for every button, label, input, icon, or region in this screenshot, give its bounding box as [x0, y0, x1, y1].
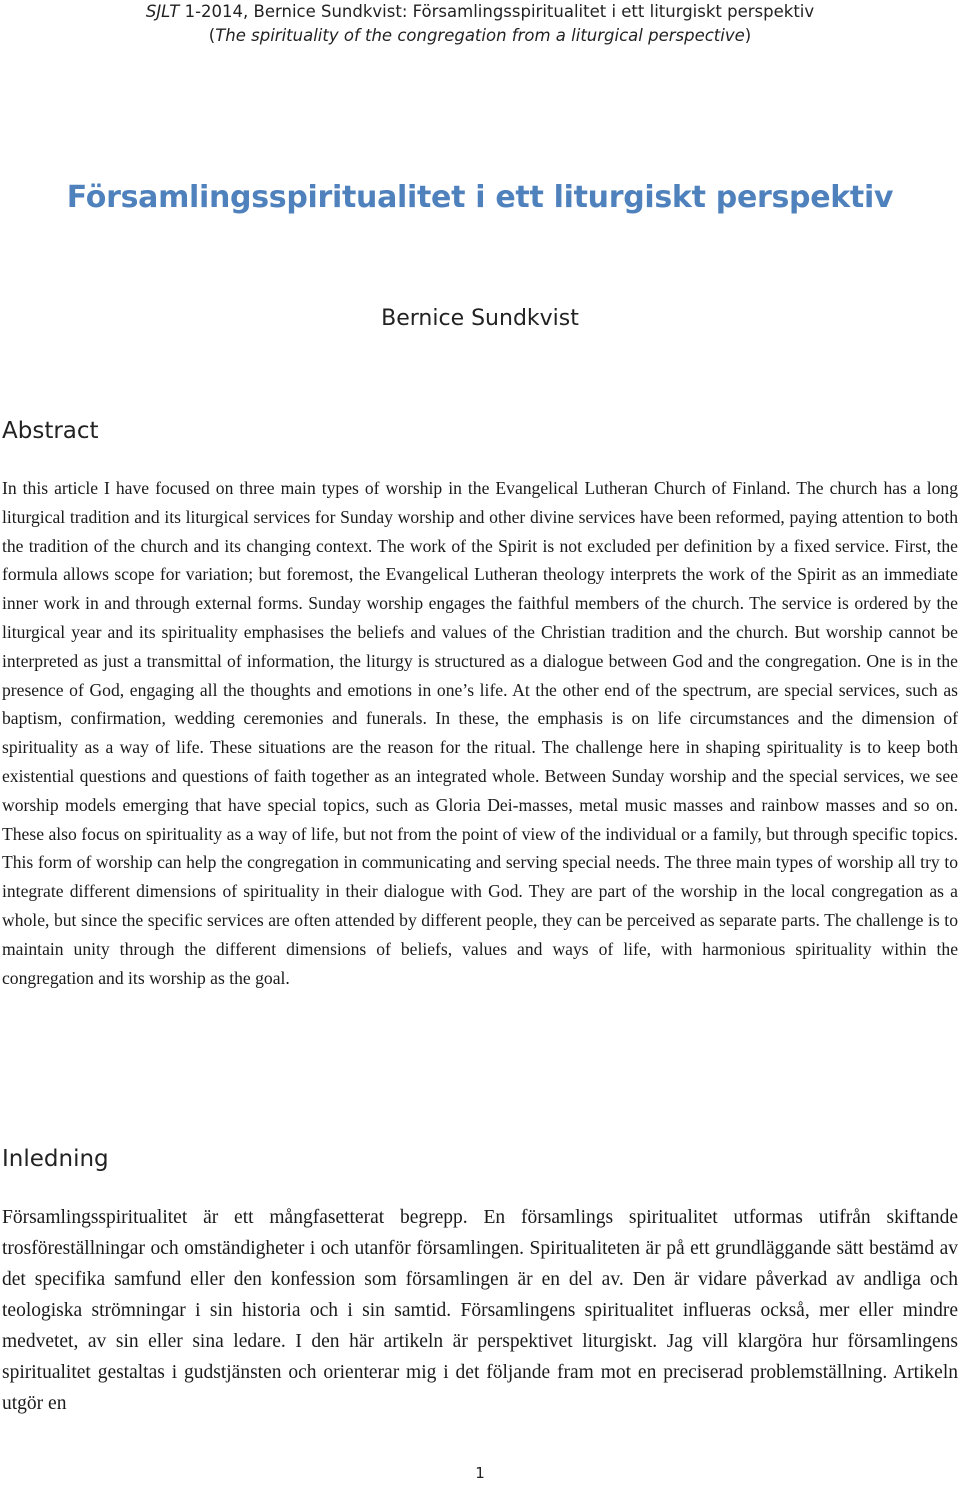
- running-header: [0, 0, 960, 48]
- introduction-heading: Inledning: [2, 1146, 109, 1172]
- page-number: 1: [475, 1464, 485, 1482]
- paren-close: ): [744, 26, 752, 45]
- introduction-body: Församlingsspiritualitet är ett mångfasetterat begrepp. En församlings spiritualitet utformas utifrån skiftande trosföreställningar och omständigheter i och utanför församlingen. Spiritualiteten är på ett grundläggande sätt bestämd av det specifika samfund eller den konfession som församlingen är en del av. Den är vidare påverkad av andliga och teologiska strömningar i sin historia och i sin samtid. Församlingens spiritualitet influeras också, mer eller mindre medvetet, av sin eller sina ledare. I den här artikeln är perspektivet liturgiskt. Jag vill klargöra hur församlingens spiritualitet gestaltas i gudstjänsten och orienterar mig i det följande fram mot en preciserad problemställning. Artikeln utgör en: [2, 1207, 958, 1414]
- english-title: The spirituality of the congregation from a liturgical perspective: [215, 26, 745, 45]
- abstract-heading: Abstract: [2, 418, 99, 444]
- paren-open: (: [208, 26, 216, 45]
- article-author: Bernice Sundkvist: [381, 306, 579, 331]
- journal-abbreviation: SJLT: [145, 2, 180, 21]
- article-title: Församlingsspiritualitet i ett liturgiskt perspektiv: [66, 180, 894, 215]
- running-header-citation: 1-2014, Bernice Sundkvist: Församlingsspiritualitet i ett liturgiskt perspektiv: [179, 2, 815, 21]
- running-header-line-2: [0, 24, 960, 48]
- running-header-line-1: [0, 0, 960, 24]
- abstract-body: In this article I have focused on three main types of worship in the Evangelical Lutheran Church of Finland. The church has a long liturgical tradition and its liturgical services for Sunday worship and other divine services have been reformed, paying attention to both the tradition of the church and its changing context. The work of the Spirit is not excluded per definition by a fixed service. First, the formula allows scope for variation; but foremost, the Evangelical Lutheran theology interprets the work of the Spirit as an immediate inner work in and through external forms. Sunday worship engages the faithful members of the church. The service is ordered by the liturgical year and its spirituality emphasises the beliefs and values of the Christian tradition and the church. But worship cannot be interpreted as just a transmittal of information, the liturgy is structured as a dialogue between God and the congregation. One is in the presence of God, engaging all the thoughts and emotions in one’s life. At the other end of the spectrum, are special services, such as baptism, confirmation, wedding ceremonies and funerals. In these, the emphasis is on life circumstances and the dimension of spirituality as a way of life. These situations are the reason for the ritual. The challenge here in shaping spirituality is to keep both existential questions and questions of faith together as an integrated whole. Between Sunday worship and the special services, we see worship models emerging that have special topics, such as Gloria Dei-masses, metal music masses and rainbow masses and so on. These also focus on spirituality as a way of life, but not from the point of view of the individual or a family, but through specific topics. This form of worship can help the congregation in communicating and serving special needs. The three main types of worship all try to integrate different dimensions of spirituality in their dialogue with God. They are part of the worship in the local congregation as a whole, but since the specific services are often attended by different people, they can be perceived as separate parts. The challenge is to maintain unity through the different dimensions of beliefs, values and ways of life, with harmonious spirituality within the congregation and its worship as the goal.: [2, 478, 958, 988]
